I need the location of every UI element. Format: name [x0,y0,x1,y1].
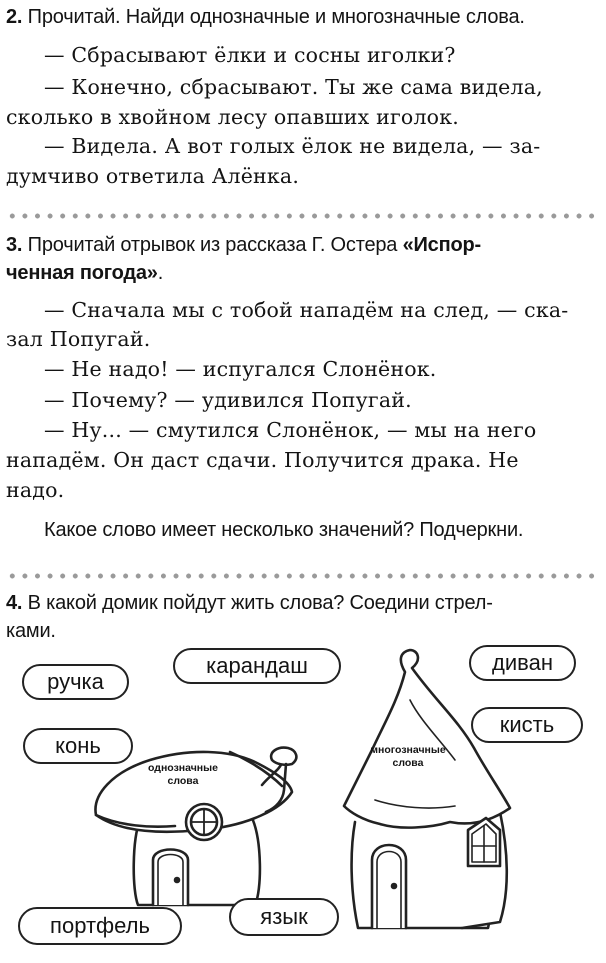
task2-text-line-1: — Сбрасывают ёлки и сосны иголки? [44,43,456,67]
story-title-continued: ченная погода» [6,262,158,284]
task3-text-line-2: зал Попугай. [6,327,151,351]
task2-instruction: Прочитай. Найди однозначные и многозначные слова. [27,6,525,28]
task3-question: Какое слово имеет несколько значений? Подчеркни. [44,519,524,541]
task3-text-line-6: нападём. Он даст сдачи. Получится драка. Не [6,448,519,472]
task2-text-line-2: — Конечно, сбрасывают. Ты же сама видела, [44,75,543,99]
story-title: «Испор- [402,234,481,256]
house-label-single-meaning: однозначные слова [148,762,218,787]
task2-number: 2. [6,6,23,28]
word-bubble-yazyk[interactable]: язык [229,898,339,936]
task3-text-line-1: — Сначала мы с тобой нападём на след, — ска- [44,298,569,322]
task4-instruction: В какой домик пойдут жить слова? Соедини стрел- [27,592,493,614]
word-bubble-ruchka[interactable]: ручка [22,664,129,700]
task3-instruction-line-2: ченная погода». [6,262,164,284]
task2-text-line-5: думчиво ответила Алёнка. [6,164,300,188]
task3-text-line-7: надо. [6,478,65,502]
task2-text-line-3: сколько в хвойном лесу опавших иголок. [6,105,459,129]
word-bubble-karandash[interactable]: карандаш [173,648,341,684]
task3-number: 3. [6,234,23,256]
task3-instruction: Прочитай отрывок из рассказа Г. Остера «Испор- [27,234,481,256]
task3-text-line-5: — Ну... — смутился Слонёнок, — мы на него [44,418,537,442]
house-label-multiple-meaning: многозначные слова [370,744,446,769]
task2-text-line-4: — Видела. А вот голых ёлок не видела, — за- [44,134,541,158]
word-bubble-divan[interactable]: диван [469,645,576,681]
task3-text-line-4: — Почему? — удивился Попугай. [44,388,412,412]
task4-number: 4. [6,592,23,614]
task4-instruction-line-2: ками. [6,620,56,642]
word-bubble-kon[interactable]: конь [23,728,133,764]
word-bubble-portfel[interactable]: портфель [18,907,182,945]
word-bubble-kist[interactable]: кисть [471,707,583,743]
task3-text-line-3: — Не надо! — испугался Слонёнок. [44,357,437,381]
